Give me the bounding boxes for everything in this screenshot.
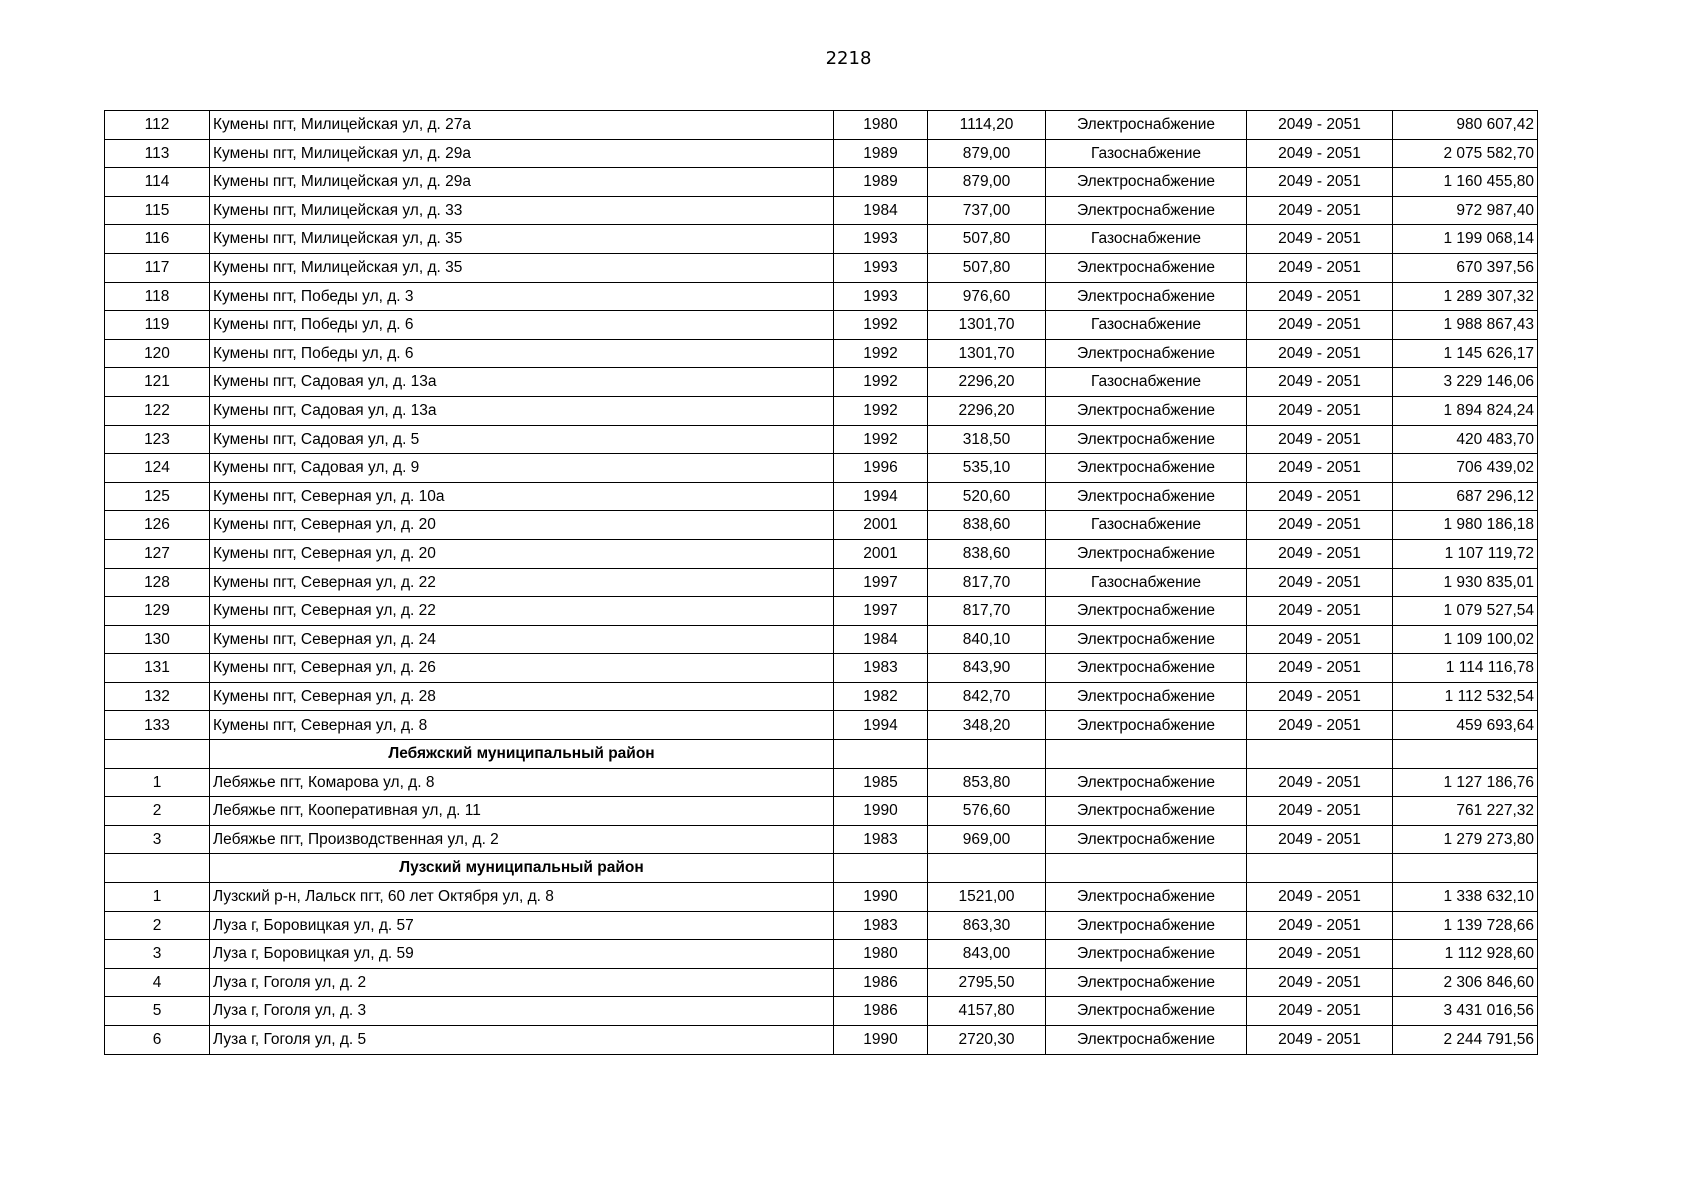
work-type-cell: Электроснабжение (1046, 196, 1247, 225)
build-year-cell: 1994 (834, 711, 928, 740)
cost-cell (1393, 854, 1538, 883)
area-cell: 853,80 (928, 768, 1046, 797)
build-year-cell: 1983 (834, 654, 928, 683)
row-number-cell: 129 (105, 597, 210, 626)
work-type-cell: Газоснабжение (1046, 368, 1247, 397)
work-type-cell: Газоснабжение (1046, 311, 1247, 340)
row-number-cell: 118 (105, 282, 210, 311)
period-cell: 2049 - 2051 (1247, 768, 1393, 797)
work-type-cell: Электроснабжение (1046, 454, 1247, 483)
cost-cell: 1 338 632,10 (1393, 883, 1538, 912)
table-row (105, 339, 1538, 368)
address-cell: Кумены пгт, Северная ул, д. 22 (210, 568, 834, 597)
build-year-cell: 1982 (834, 682, 928, 711)
period-cell: 2049 - 2051 (1247, 168, 1393, 197)
table-row (105, 482, 1538, 511)
work-type-cell: Электроснабжение (1046, 768, 1247, 797)
area-cell: 348,20 (928, 711, 1046, 740)
row-number-cell: 115 (105, 196, 210, 225)
row-number-cell: 2 (105, 911, 210, 940)
build-year-cell: 1992 (834, 339, 928, 368)
build-year-cell: 2001 (834, 511, 928, 540)
cost-cell: 1 988 867,43 (1393, 311, 1538, 340)
address-cell: Луза г, Боровицкая ул, д. 57 (210, 911, 834, 940)
period-cell: 2049 - 2051 (1247, 368, 1393, 397)
address-cell: Кумены пгт, Милицейская ул, д. 29а (210, 168, 834, 197)
table-row (105, 111, 1538, 140)
area-cell: 976,60 (928, 282, 1046, 311)
area-cell (928, 740, 1046, 769)
cost-cell: 1 289 307,32 (1393, 282, 1538, 311)
work-type-cell (1046, 854, 1247, 883)
work-type-cell: Газоснабжение (1046, 568, 1247, 597)
address-cell: Лебяжье пгт, Кооперативная ул, д. 11 (210, 797, 834, 826)
cost-cell: 687 296,12 (1393, 482, 1538, 511)
table-row (105, 454, 1538, 483)
cost-cell: 980 607,42 (1393, 111, 1538, 140)
row-number-cell: 3 (105, 940, 210, 969)
period-cell: 2049 - 2051 (1247, 654, 1393, 683)
registry-table (104, 110, 1538, 1055)
period-cell (1247, 854, 1393, 883)
area-cell: 2296,20 (928, 368, 1046, 397)
area-cell: 507,80 (928, 225, 1046, 254)
area-cell: 318,50 (928, 425, 1046, 454)
address-cell: Кумены пгт, Победы ул, д. 6 (210, 311, 834, 340)
work-type-cell: Электроснабжение (1046, 339, 1247, 368)
row-number-cell: 133 (105, 711, 210, 740)
area-cell: 838,60 (928, 539, 1046, 568)
work-type-cell: Электроснабжение (1046, 682, 1247, 711)
table-row (105, 711, 1538, 740)
work-type-cell: Электроснабжение (1046, 797, 1247, 826)
area-cell: 969,00 (928, 825, 1046, 854)
build-year-cell (834, 854, 928, 883)
period-cell: 2049 - 2051 (1247, 1026, 1393, 1055)
address-cell: Лузский р-н, Лальск пгт, 60 лет Октября ул, д. 8 (210, 883, 834, 912)
build-year-cell: 1996 (834, 454, 928, 483)
section-header-row (105, 854, 1538, 883)
section-header-row (105, 740, 1538, 769)
work-type-cell: Электроснабжение (1046, 625, 1247, 654)
work-type-cell: Электроснабжение (1046, 168, 1247, 197)
work-type-cell (1046, 740, 1247, 769)
address-cell: Луза г, Боровицкая ул, д. 59 (210, 940, 834, 969)
cost-cell: 1 112 532,54 (1393, 682, 1538, 711)
cost-cell: 1 114 116,78 (1393, 654, 1538, 683)
table-row (105, 425, 1538, 454)
build-year-cell: 1990 (834, 1026, 928, 1055)
table-row (105, 196, 1538, 225)
period-cell: 2049 - 2051 (1247, 997, 1393, 1026)
table-row (105, 940, 1538, 969)
period-cell (1247, 740, 1393, 769)
address-cell: Кумены пгт, Садовая ул, д. 9 (210, 454, 834, 483)
address-cell: Лебяжье пгт, Комарова ул, д. 8 (210, 768, 834, 797)
build-year-cell: 1983 (834, 825, 928, 854)
cost-cell: 420 483,70 (1393, 425, 1538, 454)
area-cell: 2296,20 (928, 396, 1046, 425)
table-row (105, 168, 1538, 197)
work-type-cell: Электроснабжение (1046, 825, 1247, 854)
address-cell: Лебяжье пгт, Производственная ул, д. 2 (210, 825, 834, 854)
period-cell: 2049 - 2051 (1247, 940, 1393, 969)
period-cell: 2049 - 2051 (1247, 682, 1393, 711)
area-cell: 817,70 (928, 568, 1046, 597)
table-row (105, 797, 1538, 826)
work-type-cell: Электроснабжение (1046, 597, 1247, 626)
address-cell: Кумены пгт, Милицейская ул, д. 27а (210, 111, 834, 140)
work-type-cell: Электроснабжение (1046, 539, 1247, 568)
table-row (105, 825, 1538, 854)
period-cell: 2049 - 2051 (1247, 282, 1393, 311)
table-row (105, 139, 1538, 168)
build-year-cell (834, 740, 928, 769)
build-year-cell: 1989 (834, 139, 928, 168)
period-cell: 2049 - 2051 (1247, 511, 1393, 540)
row-number-cell: 120 (105, 339, 210, 368)
period-cell: 2049 - 2051 (1247, 454, 1393, 483)
work-type-cell: Электроснабжение (1046, 1026, 1247, 1055)
table-row (105, 1026, 1538, 1055)
area-cell: 879,00 (928, 139, 1046, 168)
period-cell: 2049 - 2051 (1247, 539, 1393, 568)
address-cell: Кумены пгт, Победы ул, д. 3 (210, 282, 834, 311)
work-type-cell: Электроснабжение (1046, 711, 1247, 740)
table-row (105, 768, 1538, 797)
build-year-cell: 1984 (834, 196, 928, 225)
row-number-cell: 119 (105, 311, 210, 340)
work-type-cell: Электроснабжение (1046, 911, 1247, 940)
address-cell: Кумены пгт, Садовая ул, д. 13а (210, 396, 834, 425)
build-year-cell: 1992 (834, 368, 928, 397)
cost-cell: 459 693,64 (1393, 711, 1538, 740)
build-year-cell: 1997 (834, 597, 928, 626)
cost-cell: 1 139 728,66 (1393, 911, 1538, 940)
build-year-cell: 1983 (834, 911, 928, 940)
area-cell: 838,60 (928, 511, 1046, 540)
address-cell: Луза г, Гоголя ул, д. 2 (210, 968, 834, 997)
build-year-cell: 1984 (834, 625, 928, 654)
cost-cell: 1 079 527,54 (1393, 597, 1538, 626)
address-cell: Кумены пгт, Садовая ул, д. 5 (210, 425, 834, 454)
cost-cell: 1 160 455,80 (1393, 168, 1538, 197)
build-year-cell: 1992 (834, 396, 928, 425)
row-number-cell: 4 (105, 968, 210, 997)
row-number-cell: 1 (105, 768, 210, 797)
work-type-cell: Электроснабжение (1046, 940, 1247, 969)
row-number-cell: 132 (105, 682, 210, 711)
work-type-cell: Электроснабжение (1046, 997, 1247, 1026)
period-cell: 2049 - 2051 (1247, 711, 1393, 740)
row-number-cell: 3 (105, 825, 210, 854)
build-year-cell: 1980 (834, 940, 928, 969)
registry-table-body (105, 111, 1538, 1055)
build-year-cell: 1990 (834, 883, 928, 912)
row-number-cell: 122 (105, 396, 210, 425)
area-cell: 1301,70 (928, 311, 1046, 340)
cost-cell: 1 894 824,24 (1393, 396, 1538, 425)
row-number-cell: 2 (105, 797, 210, 826)
row-number-cell (105, 854, 210, 883)
area-cell: 737,00 (928, 196, 1046, 225)
table-row (105, 311, 1538, 340)
build-year-cell: 1993 (834, 253, 928, 282)
table-row (105, 911, 1538, 940)
address-cell: Кумены пгт, Северная ул, д. 22 (210, 597, 834, 626)
table-row (105, 225, 1538, 254)
row-number-cell: 128 (105, 568, 210, 597)
period-cell: 2049 - 2051 (1247, 253, 1393, 282)
cost-cell: 1 980 186,18 (1393, 511, 1538, 540)
work-type-cell: Газоснабжение (1046, 225, 1247, 254)
table-row (105, 968, 1538, 997)
row-number-cell: 1 (105, 883, 210, 912)
table-row (105, 396, 1538, 425)
build-year-cell: 1993 (834, 282, 928, 311)
address-cell: Кумены пгт, Северная ул, д. 20 (210, 539, 834, 568)
area-cell: 1301,70 (928, 339, 1046, 368)
area-cell: 2720,30 (928, 1026, 1046, 1055)
period-cell: 2049 - 2051 (1247, 883, 1393, 912)
area-cell: 879,00 (928, 168, 1046, 197)
address-cell: Кумены пгт, Победы ул, д. 6 (210, 339, 834, 368)
cost-cell: 2 075 582,70 (1393, 139, 1538, 168)
build-year-cell: 1989 (834, 168, 928, 197)
row-number-cell: 117 (105, 253, 210, 282)
cost-cell (1393, 740, 1538, 769)
cost-cell: 670 397,56 (1393, 253, 1538, 282)
row-number-cell: 124 (105, 454, 210, 483)
row-number-cell: 121 (105, 368, 210, 397)
period-cell: 2049 - 2051 (1247, 482, 1393, 511)
row-number-cell: 113 (105, 139, 210, 168)
build-year-cell: 1986 (834, 997, 928, 1026)
work-type-cell: Электроснабжение (1046, 883, 1247, 912)
address-cell: Кумены пгт, Северная ул, д. 28 (210, 682, 834, 711)
address-cell: Кумены пгт, Северная ул, д. 26 (210, 654, 834, 683)
work-type-cell: Электроснабжение (1046, 253, 1247, 282)
period-cell: 2049 - 2051 (1247, 597, 1393, 626)
address-cell: Кумены пгт, Милицейская ул, д. 35 (210, 253, 834, 282)
period-cell: 2049 - 2051 (1247, 396, 1393, 425)
build-year-cell: 2001 (834, 539, 928, 568)
area-cell: 1114,20 (928, 111, 1046, 140)
work-type-cell: Электроснабжение (1046, 396, 1247, 425)
page-number: 2218 (825, 48, 872, 69)
build-year-cell: 1980 (834, 111, 928, 140)
table-row (105, 282, 1538, 311)
address-cell: Кумены пгт, Милицейская ул, д. 35 (210, 225, 834, 254)
row-number-cell: 127 (105, 539, 210, 568)
work-type-cell: Электроснабжение (1046, 482, 1247, 511)
period-cell: 2049 - 2051 (1247, 568, 1393, 597)
address-cell: Луза г, Гоголя ул, д. 5 (210, 1026, 834, 1055)
area-cell: 840,10 (928, 625, 1046, 654)
build-year-cell: 1997 (834, 568, 928, 597)
cost-cell: 1 107 119,72 (1393, 539, 1538, 568)
row-number-cell: 6 (105, 1026, 210, 1055)
address-cell: Кумены пгт, Милицейская ул, д. 29а (210, 139, 834, 168)
work-type-cell: Электроснабжение (1046, 425, 1247, 454)
area-cell: 843,90 (928, 654, 1046, 683)
row-number-cell: 112 (105, 111, 210, 140)
address-cell: Кумены пгт, Милицейская ул, д. 33 (210, 196, 834, 225)
table-row (105, 597, 1538, 626)
table-row (105, 568, 1538, 597)
table-row (105, 253, 1538, 282)
area-cell: 843,00 (928, 940, 1046, 969)
table-row (105, 997, 1538, 1026)
work-type-cell: Электроснабжение (1046, 968, 1247, 997)
period-cell: 2049 - 2051 (1247, 111, 1393, 140)
work-type-cell: Электроснабжение (1046, 282, 1247, 311)
cost-cell: 1 279 273,80 (1393, 825, 1538, 854)
period-cell: 2049 - 2051 (1247, 196, 1393, 225)
address-cell: Кумены пгт, Северная ул, д. 20 (210, 511, 834, 540)
table-row (105, 883, 1538, 912)
table-row (105, 682, 1538, 711)
address-cell: Луза г, Гоголя ул, д. 3 (210, 997, 834, 1026)
address-cell: Кумены пгт, Садовая ул, д. 13а (210, 368, 834, 397)
cost-cell: 1 112 928,60 (1393, 940, 1538, 969)
row-number-cell (105, 740, 210, 769)
area-cell: 1521,00 (928, 883, 1046, 912)
area-cell: 535,10 (928, 454, 1046, 483)
period-cell: 2049 - 2051 (1247, 339, 1393, 368)
cost-cell: 1 127 186,76 (1393, 768, 1538, 797)
period-cell: 2049 - 2051 (1247, 825, 1393, 854)
period-cell: 2049 - 2051 (1247, 625, 1393, 654)
cost-cell: 2 306 846,60 (1393, 968, 1538, 997)
work-type-cell: Газоснабжение (1046, 511, 1247, 540)
build-year-cell: 1985 (834, 768, 928, 797)
cost-cell: 706 439,02 (1393, 454, 1538, 483)
cost-cell: 972 987,40 (1393, 196, 1538, 225)
cost-cell: 3 229 146,06 (1393, 368, 1538, 397)
area-cell: 2795,50 (928, 968, 1046, 997)
area-cell: 817,70 (928, 597, 1046, 626)
cost-cell: 3 431 016,56 (1393, 997, 1538, 1026)
area-cell: 576,60 (928, 797, 1046, 826)
area-cell: 863,30 (928, 911, 1046, 940)
row-number-cell: 5 (105, 997, 210, 1026)
table-row (105, 654, 1538, 683)
row-number-cell: 114 (105, 168, 210, 197)
work-type-cell: Электроснабжение (1046, 654, 1247, 683)
section-title: Лузский муниципальный район (210, 854, 834, 883)
cost-cell: 2 244 791,56 (1393, 1026, 1538, 1055)
cost-cell: 1 199 068,14 (1393, 225, 1538, 254)
period-cell: 2049 - 2051 (1247, 968, 1393, 997)
address-cell: Кумены пгт, Северная ул, д. 8 (210, 711, 834, 740)
area-cell (928, 854, 1046, 883)
address-cell: Кумены пгт, Северная ул, д. 24 (210, 625, 834, 654)
work-type-cell: Газоснабжение (1046, 139, 1247, 168)
area-cell: 4157,80 (928, 997, 1046, 1026)
table-row (105, 368, 1538, 397)
section-title: Лебяжский муниципальный район (210, 740, 834, 769)
row-number-cell: 116 (105, 225, 210, 254)
period-cell: 2049 - 2051 (1247, 425, 1393, 454)
cost-cell: 1 109 100,02 (1393, 625, 1538, 654)
period-cell: 2049 - 2051 (1247, 797, 1393, 826)
row-number-cell: 123 (105, 425, 210, 454)
period-cell: 2049 - 2051 (1247, 225, 1393, 254)
build-year-cell: 1992 (834, 311, 928, 340)
period-cell: 2049 - 2051 (1247, 311, 1393, 340)
row-number-cell: 126 (105, 511, 210, 540)
area-cell: 842,70 (928, 682, 1046, 711)
table-row (105, 511, 1538, 540)
build-year-cell: 1986 (834, 968, 928, 997)
work-type-cell: Электроснабжение (1046, 111, 1247, 140)
cost-cell: 1 145 626,17 (1393, 339, 1538, 368)
area-cell: 507,80 (928, 253, 1046, 282)
build-year-cell: 1993 (834, 225, 928, 254)
address-cell: Кумены пгт, Северная ул, д. 10а (210, 482, 834, 511)
build-year-cell: 1994 (834, 482, 928, 511)
row-number-cell: 130 (105, 625, 210, 654)
build-year-cell: 1990 (834, 797, 928, 826)
cost-cell: 1 930 835,01 (1393, 568, 1538, 597)
table-row (105, 539, 1538, 568)
row-number-cell: 131 (105, 654, 210, 683)
area-cell: 520,60 (928, 482, 1046, 511)
cost-cell: 761 227,32 (1393, 797, 1538, 826)
table-row (105, 625, 1538, 654)
period-cell: 2049 - 2051 (1247, 139, 1393, 168)
period-cell: 2049 - 2051 (1247, 911, 1393, 940)
row-number-cell: 125 (105, 482, 210, 511)
build-year-cell: 1992 (834, 425, 928, 454)
